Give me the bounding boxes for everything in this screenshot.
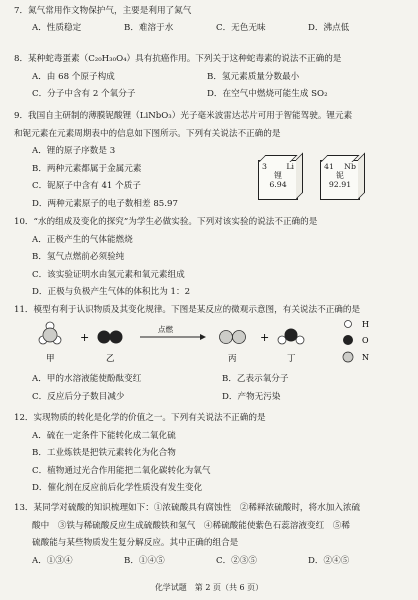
option-a: A．甲的水溶液能使酚酞变红 [32, 374, 142, 384]
nb-name: 铌 [336, 170, 344, 180]
option-d: D．催化剂在反应前后化学性质没有发生变化 [32, 483, 203, 494]
question-10 [14, 217, 408, 299]
option-b: B．两种元素都属于金属元素 [32, 163, 142, 174]
molecule-yi-oxygen-icon [98, 331, 123, 344]
option-a: A．硫在一定条件下能转化成二氧化硫 [32, 430, 176, 441]
arrow-head-icon [200, 334, 206, 340]
question-11-options-row2 [14, 392, 408, 404]
li-name: 锂 [274, 170, 282, 180]
option-c: C．②③⑤ [216, 555, 257, 566]
nitrogen-atom-icon [343, 352, 353, 362]
question-7-options [14, 23, 408, 35]
option-a: A．正极产生的气体能燃烧 [32, 234, 133, 245]
element-card-lithium [258, 160, 298, 200]
option-a: A．锂的原子序数是 3 [32, 146, 116, 157]
reaction-diagram [30, 318, 400, 372]
question-8-options-row1 [14, 72, 408, 84]
option-d: D．沸点低 [308, 22, 350, 33]
question-13-line3: 硫酸能与某些物质发生复分解反应。其中正确的组合是 [32, 538, 239, 549]
label-bing: 丙 [228, 354, 237, 364]
option-c: C．该实验证明水由氢元素和氧元素组成 [32, 269, 185, 280]
page-footer: 化学试题 第 2 页（共 6 页） [154, 583, 264, 593]
option-b: B．难溶于水 [124, 22, 174, 33]
question-13-line1: 13．某同学对硫酸的知识梳理如下：①浓硫酸具有腐蚀性 ②稀释浓硫酸时，将水加入浓硫 [14, 503, 361, 513]
option-d: D．两种元素原子的电子数相差 85.97 [32, 198, 178, 209]
question-11-stem: 11．模型有利于认识物质及其变化规律。下图是某反应的微观示意图，有关说法不正确的是 [14, 305, 361, 315]
option-d: D．②④⑤ [308, 555, 350, 566]
element-card-niobium [320, 160, 360, 200]
question-9-stem-line2: 和铌元素在元素周期表中的信息如下图所示。下列有关说法不正确的是 [14, 128, 281, 139]
option-d: D．在空气中燃烧可能生成 SO₂ [207, 89, 328, 100]
li-symbol: Li [286, 162, 294, 171]
option-a: A．性质稳定 [32, 22, 82, 33]
option-c: C．铌原子中含有 41 个质子 [32, 181, 141, 192]
molecule-jia-ammonia-icon [39, 322, 61, 344]
nb-mass: 92.91 [328, 179, 352, 189]
option-c: C．分子中含有 2 个氧分子 [32, 89, 136, 100]
label-yi: 乙 [106, 354, 115, 364]
question-12-stem: 12．实现物质的转化是化学的价值之一。下列有关说法不正确的是 [14, 413, 266, 423]
option-b: B．工业炼铁是把铁元素转化为化合物 [32, 448, 176, 459]
molecule-bing-nitrogen-icon [220, 331, 246, 344]
question-13-line2: 酸中 ③铁与稀硫酸反应生成硫酸铁和氢气 ④稀硫酸能使紫色石蕊溶液变红 ⑤稀 [32, 520, 350, 531]
question-8 [14, 54, 408, 101]
legend-n: N [362, 353, 369, 362]
nb-atomic-number: 41 [324, 162, 334, 171]
option-d: D．正极与负极产生气体的体积比为 1：2 [32, 287, 191, 298]
nb-symbol: Nb [344, 162, 356, 171]
question-7-stem: 7．氮气常用作文物保护气，主要是利用了氮气 [14, 6, 192, 16]
question-11 [14, 305, 408, 317]
atom-legend [343, 320, 369, 362]
oxygen-atom-icon [343, 335, 353, 345]
question-7 [14, 6, 408, 34]
legend-h: H [362, 320, 369, 329]
label-jia: 甲 [46, 354, 55, 364]
option-d: D．产物无污染 [222, 391, 281, 402]
question-8-stem: 8．某种蛇毒蛋素（C₂₀H₃₀O₄）具有抗癌作用。下列关于这种蛇毒素的说法不正确的是 [14, 54, 342, 64]
option-a: A．由 68 个原子构成 [32, 71, 115, 82]
option-b: B．①④⑤ [124, 555, 165, 566]
question-9-stem-line1: 9．我国自主研制的薄膜铌酸锂（LiNbO₃）光子毫米波雷达芯片可用于智能驾驶。锂元素 [14, 111, 353, 121]
option-c: C．植物通过光合作用能把二氧化碳转化为氧气 [32, 465, 211, 476]
option-c: C．反应后分子数目减少 [32, 391, 125, 402]
molecule-ding-water-icon [278, 329, 304, 345]
plus-sign-1: + [80, 331, 90, 344]
option-c: C．无色无味 [216, 22, 266, 33]
question-8-options-row2 [14, 89, 408, 101]
question-11-options [14, 374, 408, 403]
question-12 [14, 413, 408, 495]
reaction-condition: 点燃 [158, 325, 173, 334]
option-a: A．①③④ [32, 555, 73, 566]
hydrogen-atom-icon [345, 321, 352, 328]
option-b: B．氢气点燃前必须验纯 [32, 252, 125, 263]
question-11-options-row1 [14, 374, 408, 386]
legend-o: O [362, 336, 369, 345]
option-b: B．乙表示氧分子 [222, 374, 289, 384]
question-13 [14, 503, 408, 567]
plus-sign-2: + [260, 331, 270, 344]
label-ding: 丁 [287, 354, 296, 364]
li-atomic-number: 3 [262, 162, 267, 171]
option-b: B．氢元素质量分数最小 [207, 71, 300, 82]
question-13-options [14, 556, 408, 568]
li-mass: 6.94 [269, 179, 287, 189]
question-10-stem: 10．“水的组成及变化的探究”为学生必做实验。下列对该实验的说法不正确的是 [14, 217, 318, 227]
